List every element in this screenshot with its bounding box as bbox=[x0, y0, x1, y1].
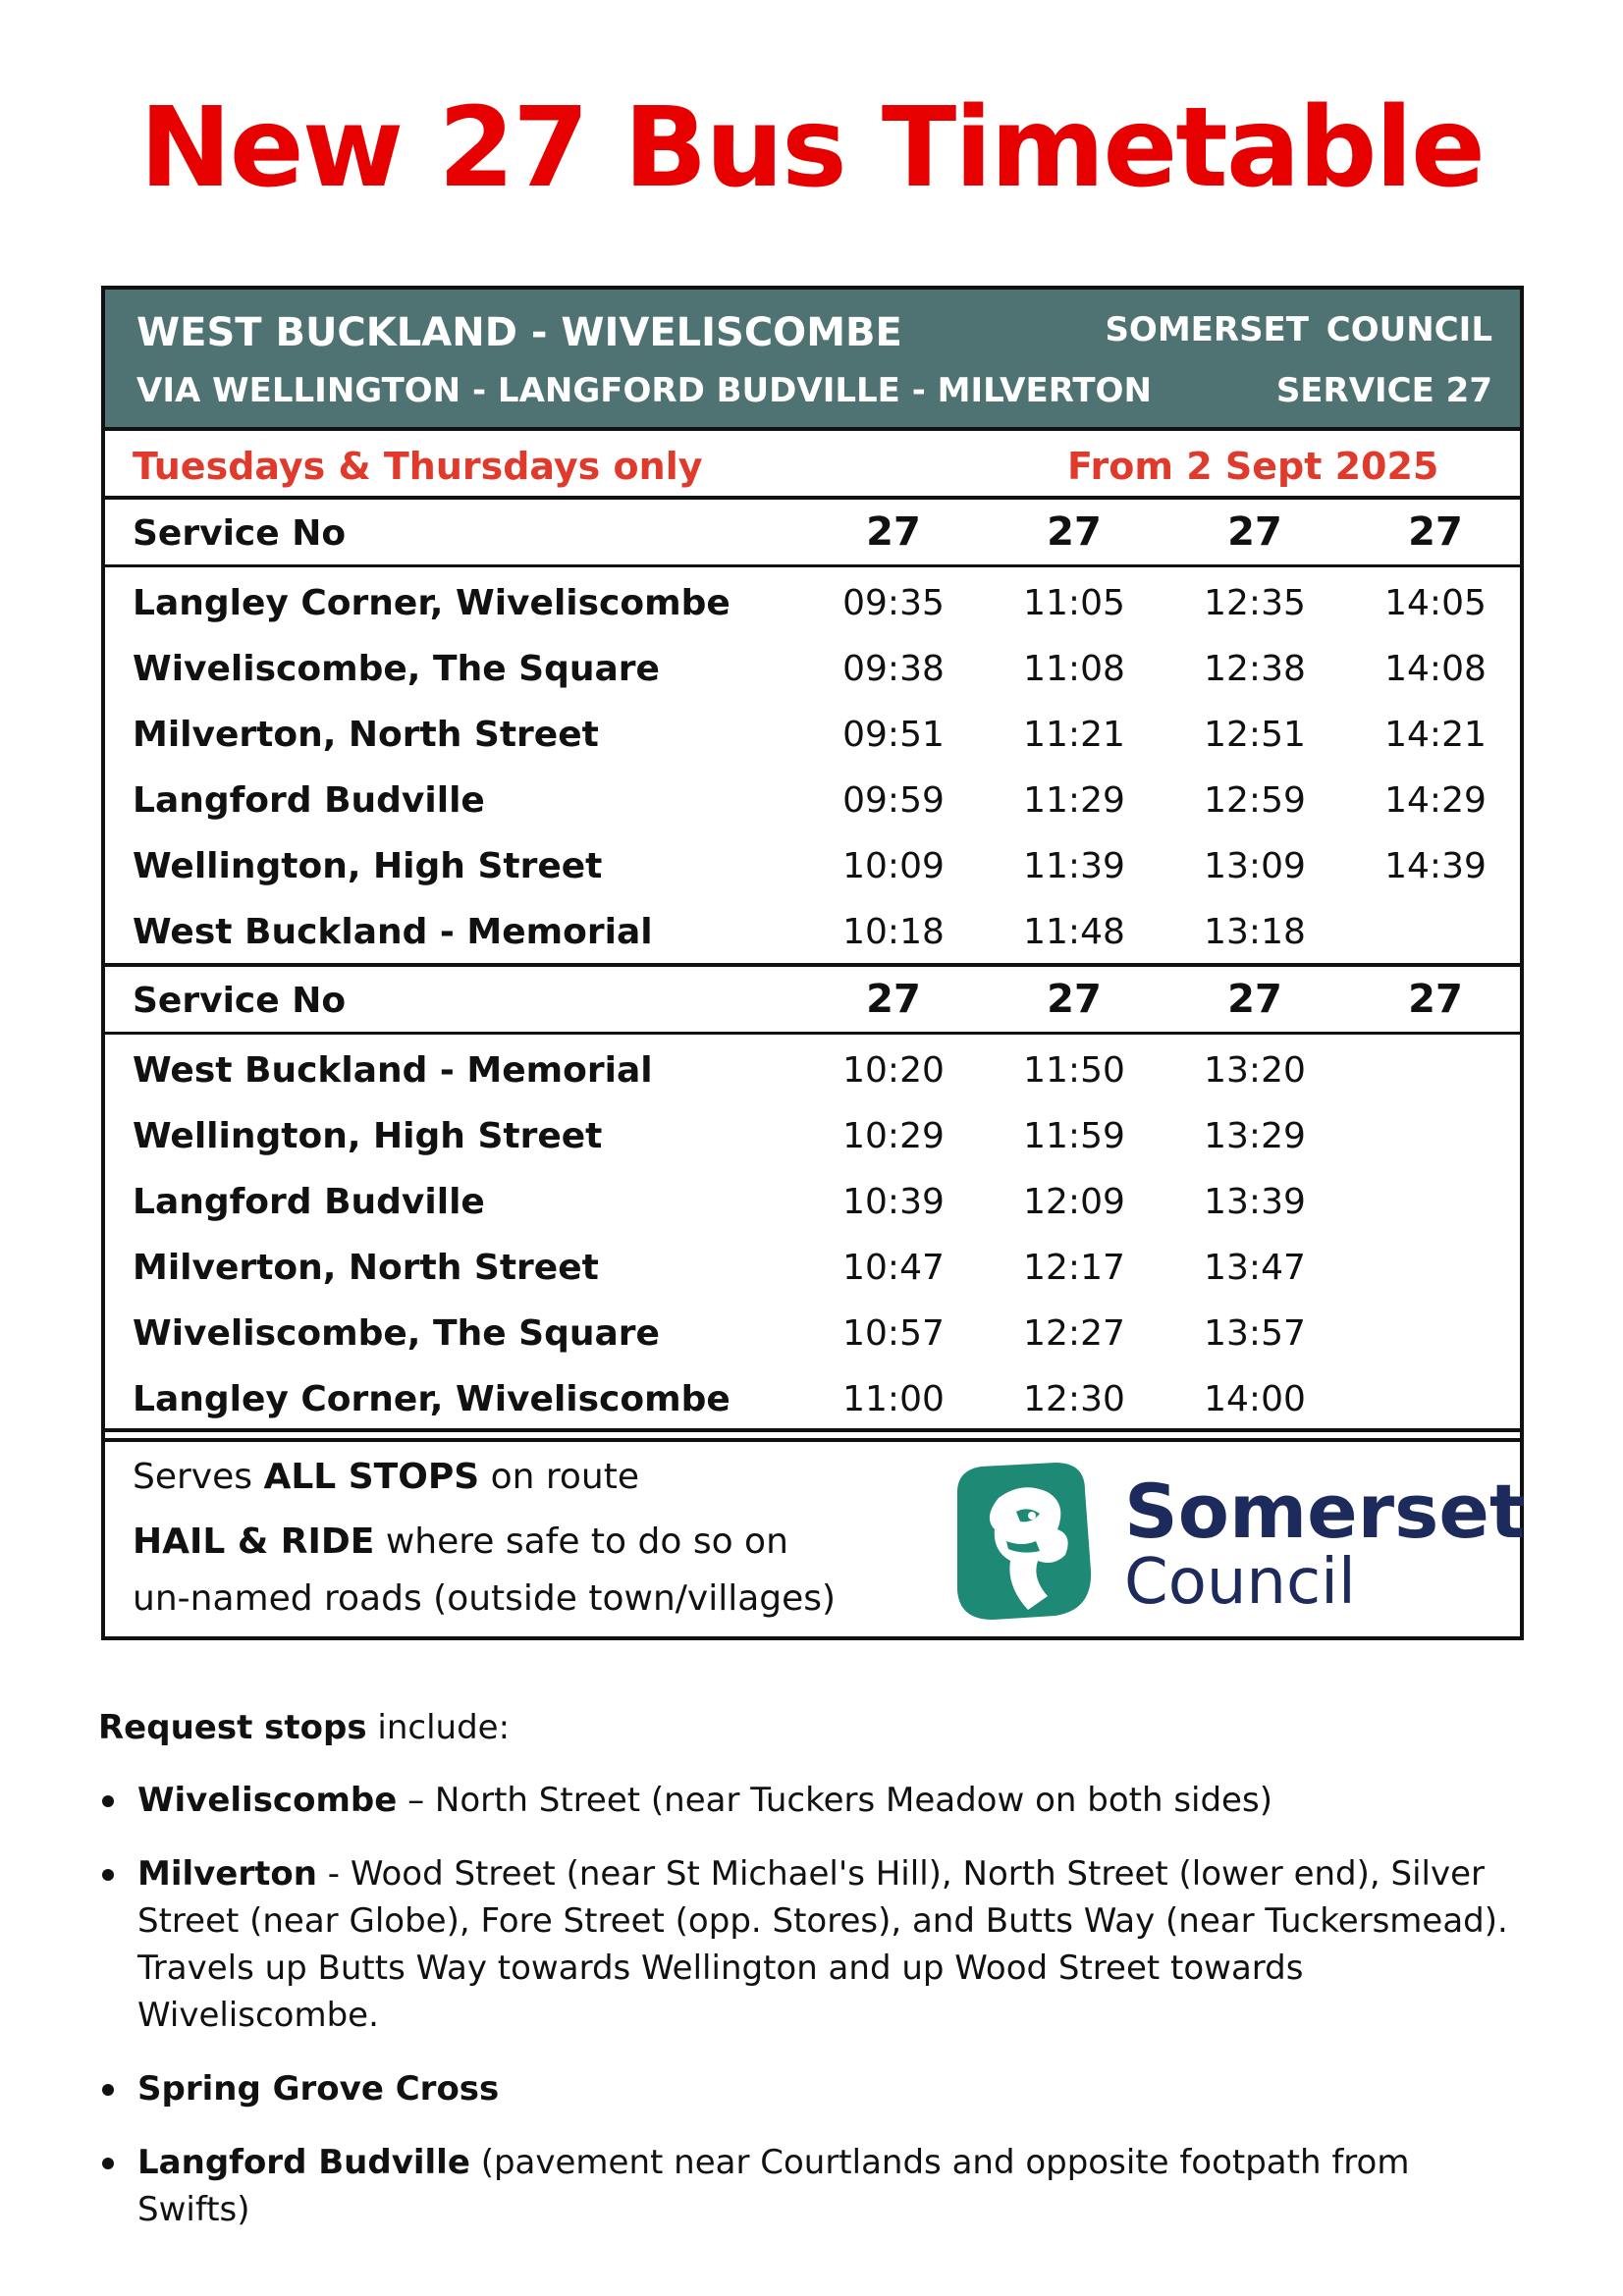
departure-time: 10:18 bbox=[842, 912, 945, 952]
departure-time: 14:08 bbox=[1384, 649, 1487, 689]
stop-name: Langford Budville bbox=[133, 780, 485, 821]
list-item: Spring Grove Cross bbox=[98, 2065, 1532, 2112]
timetable-row bbox=[105, 765, 1520, 830]
service-number: 27 bbox=[1408, 509, 1463, 555]
stop-name: West Buckland - Memorial bbox=[133, 912, 653, 952]
service-number: 27 bbox=[866, 977, 921, 1022]
departure-time: 12:51 bbox=[1204, 715, 1306, 755]
stop-name: Milverton, North Street bbox=[133, 715, 599, 755]
timetable-row bbox=[105, 1166, 1520, 1232]
hail-ride-note-cont: un-named roads (outside town/villages) bbox=[133, 1578, 837, 1619]
departure-time: 09:35 bbox=[842, 583, 945, 623]
stop-name: Wiveliscombe, The Square bbox=[133, 1313, 660, 1354]
route-via: VIA WELLINGTON - LANGFORD BUDVILLE - MILVERTON bbox=[136, 371, 1152, 410]
departure-time: 13:20 bbox=[1204, 1050, 1306, 1091]
timetable-row bbox=[105, 1232, 1520, 1298]
service-no-label: Service No bbox=[133, 513, 347, 554]
departure-time: 11:21 bbox=[1023, 715, 1125, 755]
timetable-row bbox=[105, 1035, 1520, 1100]
stop-name: West Buckland - Memorial bbox=[133, 1050, 653, 1091]
operator-name: SOMERSET COUNCIL bbox=[1105, 310, 1492, 349]
stop-name: Langley Corner, Wiveliscombe bbox=[133, 1379, 730, 1419]
departure-time: 12:27 bbox=[1023, 1313, 1125, 1354]
timetable-row bbox=[105, 1298, 1520, 1363]
stop-name: Wellington, High Street bbox=[133, 846, 603, 886]
timetable-row bbox=[105, 633, 1520, 699]
service-number: 27 bbox=[1227, 509, 1282, 555]
service-number: 27 bbox=[1047, 509, 1102, 555]
departure-time: 13:29 bbox=[1204, 1116, 1306, 1156]
stop-name: Wiveliscombe, The Square bbox=[133, 649, 660, 689]
start-date: From 2 Sept 2025 bbox=[1067, 445, 1439, 488]
timetable-header bbox=[105, 290, 1520, 431]
all-stops-note: Serves ALL STOPS on route bbox=[133, 1457, 639, 1497]
departure-time: 12:35 bbox=[1204, 583, 1306, 623]
somerset-council-logo bbox=[938, 1453, 1526, 1629]
departure-time: 10:29 bbox=[842, 1116, 945, 1156]
departure-time: 14:39 bbox=[1384, 846, 1487, 886]
stop-name: Wellington, High Street bbox=[133, 1116, 603, 1156]
departure-time: 13:18 bbox=[1204, 912, 1306, 952]
departure-time: 11:39 bbox=[1023, 846, 1125, 886]
logo-wordmark: Somerset bbox=[1124, 1468, 1526, 1555]
operating-days: Tuesdays & Thursdays only bbox=[133, 445, 703, 488]
page-title: New 27 Bus Timetable bbox=[139, 84, 1484, 212]
logo-wordmark: Council bbox=[1124, 1546, 1356, 1619]
timetable-row bbox=[105, 1363, 1520, 1429]
bullet-icon bbox=[102, 1869, 114, 1881]
departure-time: 12:30 bbox=[1023, 1379, 1125, 1419]
list-item: Milverton - Wood Street (near St Michael's Hill), North Street (lower end), Silver Street (near Globe), Fore Street (opp. Stores), and Butts Way (near Tuckersmead). Travels up Butts Way towards Wellington and up Wood Street towards Wiveliscombe. bbox=[98, 1850, 1532, 2039]
departure-time: 09:51 bbox=[842, 715, 945, 755]
bullet-icon bbox=[102, 2158, 114, 2169]
departure-time: 13:57 bbox=[1204, 1313, 1306, 1354]
service-no-label: Service No bbox=[133, 981, 347, 1021]
stop-name: Langley Corner, Wiveliscombe bbox=[133, 583, 730, 623]
timetable-row bbox=[105, 567, 1520, 633]
timetable-row bbox=[105, 830, 1520, 896]
timetable-row bbox=[105, 896, 1520, 962]
bullet-icon bbox=[102, 2084, 114, 2096]
departure-time: 10:57 bbox=[842, 1313, 945, 1354]
hail-ride-note: HAIL & RIDE where safe to do so on bbox=[133, 1522, 788, 1562]
departure-time: 11:50 bbox=[1023, 1050, 1125, 1091]
departure-time: 09:38 bbox=[842, 649, 945, 689]
departure-time: 14:00 bbox=[1204, 1379, 1306, 1419]
service-number: 27 bbox=[866, 509, 921, 555]
departure-time: 10:20 bbox=[842, 1050, 945, 1091]
departure-time: 11:48 bbox=[1023, 912, 1125, 952]
departure-time: 11:29 bbox=[1023, 780, 1125, 821]
departure-time: 11:59 bbox=[1023, 1116, 1125, 1156]
service-label: SERVICE 27 bbox=[1275, 371, 1492, 410]
service-header-row bbox=[105, 500, 1520, 564]
departure-time: 11:05 bbox=[1023, 583, 1125, 623]
service-number: 27 bbox=[1227, 977, 1282, 1022]
departure-time: 10:39 bbox=[842, 1182, 945, 1222]
departure-time: 10:47 bbox=[842, 1248, 945, 1288]
departure-time: 11:08 bbox=[1023, 649, 1125, 689]
departure-time: 12:17 bbox=[1023, 1248, 1125, 1288]
service-header-row bbox=[105, 967, 1520, 1032]
service-number: 27 bbox=[1408, 977, 1463, 1022]
stop-name: Langford Budville bbox=[133, 1182, 485, 1222]
request-stops-intro: Request stops include: bbox=[98, 1708, 511, 1747]
departure-time: 12:38 bbox=[1204, 649, 1306, 689]
departure-time: 13:09 bbox=[1204, 846, 1306, 886]
departure-time: 12:09 bbox=[1023, 1182, 1125, 1222]
operating-days-row bbox=[105, 431, 1520, 500]
divider bbox=[105, 1428, 1520, 1432]
list-item: Wiveliscombe – North Street (near Tuckers Meadow on both sides) bbox=[98, 1777, 1532, 1824]
timetable-row bbox=[105, 1100, 1520, 1166]
departure-time: 13:39 bbox=[1204, 1182, 1306, 1222]
departure-time: 09:59 bbox=[842, 780, 945, 821]
request-stops-list bbox=[98, 1777, 1532, 2260]
list-item: Langford Budville (pavement near Courtlands and opposite footpath from Swifts) bbox=[98, 2139, 1532, 2233]
route-title: WEST BUCKLAND - WIVELISCOMBE bbox=[136, 310, 902, 355]
timetable-panel bbox=[101, 286, 1524, 1640]
departure-time: 10:09 bbox=[842, 846, 945, 886]
bullet-icon bbox=[102, 1795, 114, 1807]
departure-time: 13:47 bbox=[1204, 1248, 1306, 1288]
service-number: 27 bbox=[1047, 977, 1102, 1022]
departure-time: 14:29 bbox=[1384, 780, 1487, 821]
stop-name: Milverton, North Street bbox=[133, 1248, 599, 1288]
route-notes bbox=[105, 1443, 1526, 1636]
departure-time: 14:21 bbox=[1384, 715, 1487, 755]
departure-time: 12:59 bbox=[1204, 780, 1306, 821]
divider bbox=[105, 1438, 1520, 1442]
departure-time: 14:05 bbox=[1384, 583, 1487, 623]
timetable-row bbox=[105, 699, 1520, 765]
dragon-emblem-icon bbox=[938, 1453, 1114, 1629]
departure-time: 11:00 bbox=[842, 1379, 945, 1419]
